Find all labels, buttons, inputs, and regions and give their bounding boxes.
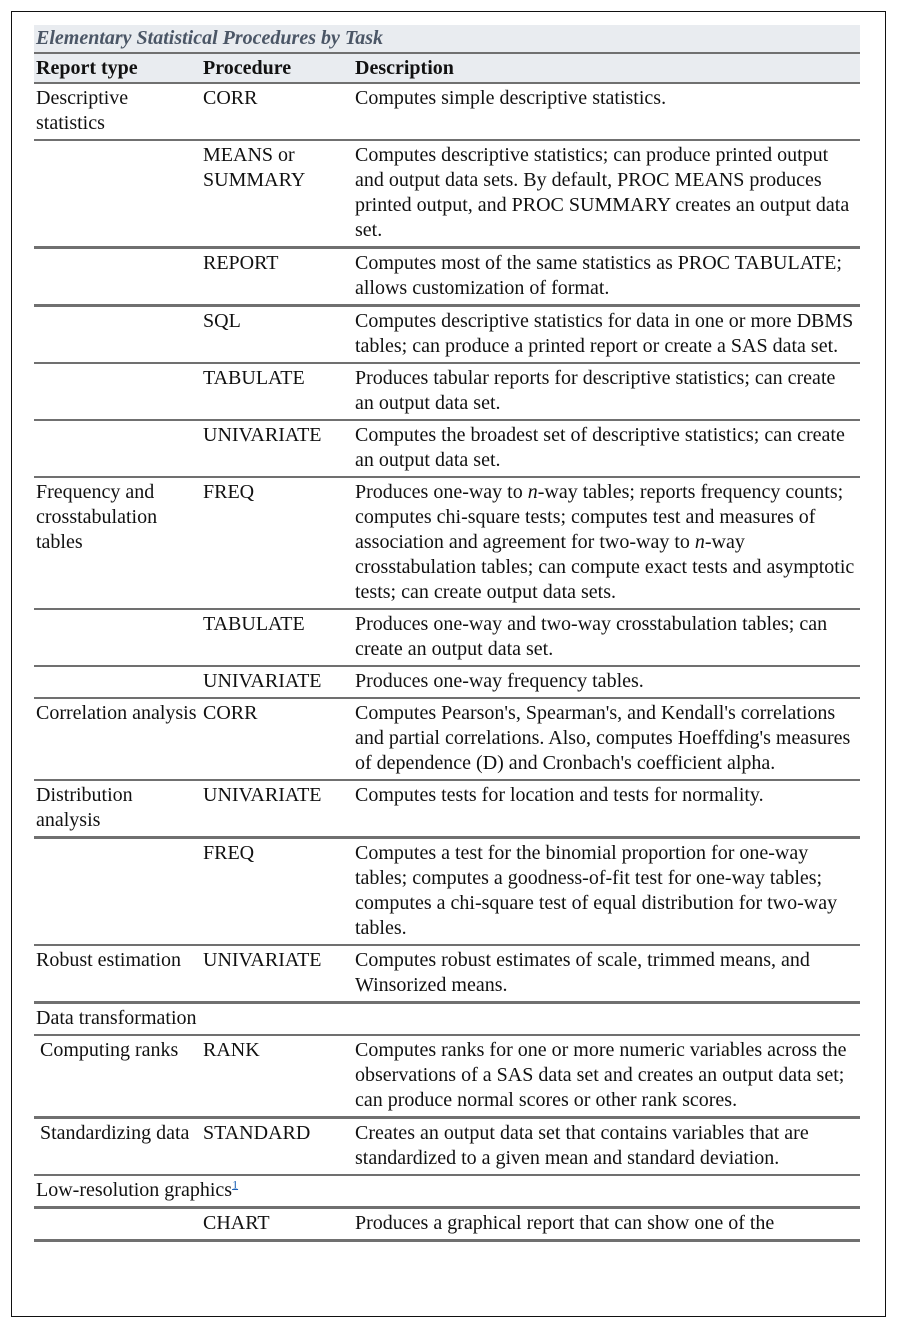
procedures-table bbox=[34, 25, 860, 1242]
procedure-cell: CHART bbox=[201, 1208, 353, 1241]
description-cell: Produces one-way frequency tables. bbox=[353, 666, 860, 698]
procedure-cell: UNIVARIATE bbox=[201, 945, 353, 1003]
report-type-cell bbox=[34, 306, 201, 364]
procedure-cell: FREQ bbox=[201, 477, 353, 609]
report-type-cell: Data transformation bbox=[34, 1003, 201, 1036]
italic-n: n bbox=[694, 531, 705, 553]
table-row bbox=[34, 1208, 860, 1241]
procedure-cell: RANK bbox=[201, 1035, 353, 1118]
report-type-cell: Robust estimation bbox=[34, 945, 201, 1003]
table-row bbox=[34, 1118, 860, 1176]
procedures-table-container bbox=[34, 25, 860, 1242]
header-description: Description bbox=[353, 54, 860, 83]
report-type-cell bbox=[34, 420, 201, 477]
header-procedure: Procedure bbox=[201, 54, 353, 83]
procedure-cell: MEANS or SUMMARY bbox=[201, 140, 353, 248]
report-type-cell bbox=[34, 1175, 860, 1208]
table-row bbox=[34, 1035, 860, 1118]
procedure-cell: STANDARD bbox=[201, 1118, 353, 1176]
report-type-cell: Computing ranks bbox=[34, 1035, 201, 1118]
table-row bbox=[34, 248, 860, 306]
description-cell: Computes tests for location and tests for normality. bbox=[353, 780, 860, 838]
procedure-cell bbox=[201, 1003, 353, 1036]
description-cell: Creates an output data set that contains variables that are standardized to a given mean and standard deviation. bbox=[353, 1118, 860, 1176]
procedure-cell: CORR bbox=[201, 698, 353, 780]
report-type-text: Low-resolution graphics bbox=[36, 1179, 233, 1201]
italic-n: n bbox=[527, 481, 538, 503]
description-cell: Computes robust estimates of scale, trimmed means, and Winsorized means. bbox=[353, 945, 860, 1003]
description-cell: Produces a graphical report that can show one of the bbox=[353, 1208, 860, 1241]
report-type-cell bbox=[34, 140, 201, 248]
table-row bbox=[34, 666, 860, 698]
procedure-cell: UNIVARIATE bbox=[201, 666, 353, 698]
description-text: -way tables; reports frequency counts; computes chi-square tests; computes test and measures of association and agreement for two-way to bbox=[355, 481, 844, 553]
report-type-cell: Correlation analysis bbox=[34, 698, 201, 780]
table-row bbox=[34, 698, 860, 780]
table-row bbox=[34, 1003, 860, 1036]
header-row bbox=[34, 54, 860, 83]
procedure-cell: FREQ bbox=[201, 838, 353, 946]
procedure-cell: UNIVARIATE bbox=[201, 780, 353, 838]
report-type-cell bbox=[34, 609, 201, 666]
report-type-cell: Standardizing data bbox=[34, 1118, 201, 1176]
description-text: Produces one-way to bbox=[355, 481, 528, 503]
table-row bbox=[34, 838, 860, 946]
procedure-cell: TABULATE bbox=[201, 609, 353, 666]
description-cell bbox=[353, 1003, 860, 1036]
report-type-cell bbox=[34, 666, 201, 698]
report-type-cell bbox=[34, 363, 201, 420]
procedure-cell: UNIVARIATE bbox=[201, 420, 353, 477]
report-type-cell bbox=[34, 838, 201, 946]
procedure-cell: CORR bbox=[201, 83, 353, 140]
table-row bbox=[34, 140, 860, 248]
header-report-type: Report type bbox=[34, 54, 201, 83]
description-cell: Computes descriptive statistics for data in one or more DBMS tables; can produce a printed report or create a SAS data set. bbox=[353, 306, 860, 364]
description-cell: Computes ranks for one or more numeric variables across the observations of a SAS data set and creates an output data set; can produce normal scores or other rank scores. bbox=[353, 1035, 860, 1118]
table-row bbox=[34, 477, 860, 609]
procedure-cell: TABULATE bbox=[201, 363, 353, 420]
description-cell: Produces one-way and two-way crosstabulation tables; can create an output data set. bbox=[353, 609, 860, 666]
description-cell: Computes the broadest set of descriptive statistics; can create an output data set. bbox=[353, 420, 860, 477]
table-row bbox=[34, 609, 860, 666]
description-cell: Computes Pearson's, Spearman's, and Kendall's correlations and partial correlations. Also, computes Hoeffding's measures of dependence (D) and Cronbach's coefficient alpha. bbox=[353, 698, 860, 780]
report-type-cell: Descriptive statistics bbox=[34, 83, 201, 140]
table-row bbox=[34, 1175, 860, 1208]
table-row bbox=[34, 420, 860, 477]
report-type-cell: Frequency and crosstabulation tables bbox=[34, 477, 201, 609]
procedure-cell: SQL bbox=[201, 306, 353, 364]
description-cell: Computes descriptive statistics; can produce printed output and output data sets. By default, PROC MEANS produces printed output, and PROC SUMMARY creates an output data set. bbox=[353, 140, 860, 248]
table-row bbox=[34, 83, 860, 140]
table-row bbox=[34, 363, 860, 420]
report-type-cell bbox=[34, 1208, 201, 1241]
procedure-cell: REPORT bbox=[201, 248, 353, 306]
table-caption: Elementary Statistical Procedures by Task bbox=[34, 25, 860, 54]
description-cell: Produces tabular reports for descriptive statistics; can create an output data set. bbox=[353, 363, 860, 420]
description-cell bbox=[353, 477, 860, 609]
footnote-link[interactable]: 1 bbox=[232, 1177, 239, 1192]
table-row bbox=[34, 306, 860, 364]
description-cell: Computes a test for the binomial proportion for one-way tables; computes a goodness-of-fit test for one-way tables; computes a chi-square test of equal distribution for two-way tables. bbox=[353, 838, 860, 946]
description-cell: Computes most of the same statistics as PROC TABULATE; allows customization of format. bbox=[353, 248, 860, 306]
table-row bbox=[34, 780, 860, 838]
report-type-cell: Distribution analysis bbox=[34, 780, 201, 838]
description-cell: Computes simple descriptive statistics. bbox=[353, 83, 860, 140]
description-text: -way crosstabulation tables; can compute exact tests and asymptotic tests; can create output data sets. bbox=[355, 531, 855, 603]
report-type-cell bbox=[34, 248, 201, 306]
table-row bbox=[34, 945, 860, 1003]
